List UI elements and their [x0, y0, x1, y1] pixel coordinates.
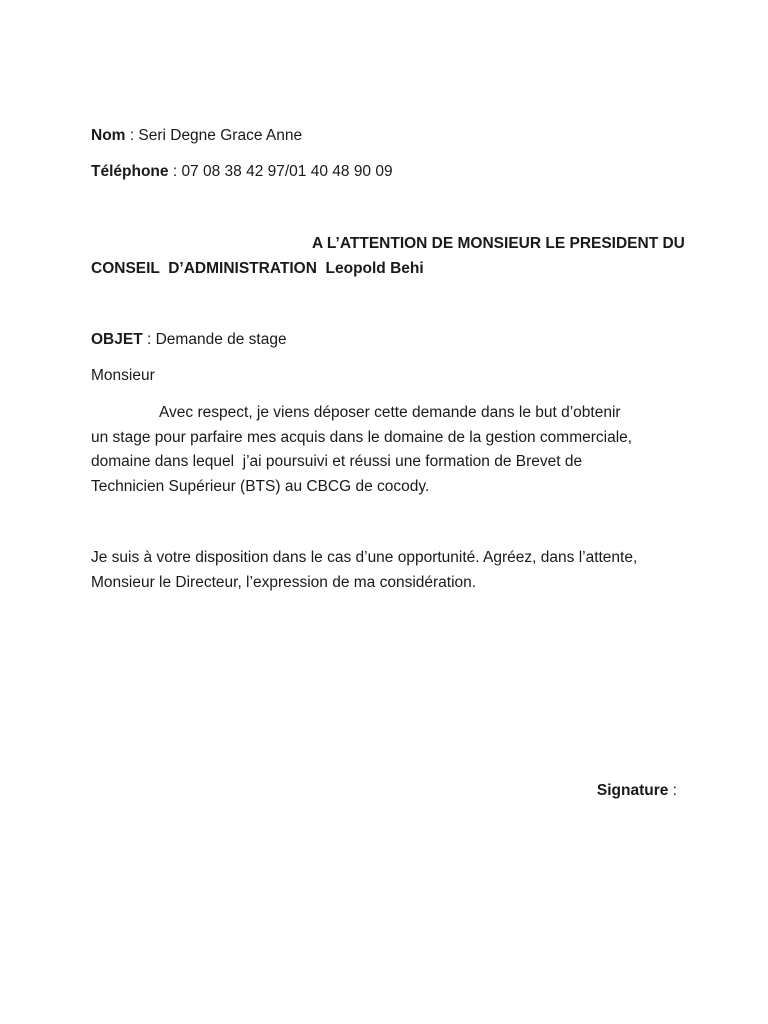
signature-line [597, 781, 677, 801]
recipient-line-1 [312, 234, 685, 254]
sender-name-line [91, 126, 302, 146]
subject-label: OBJET [91, 331, 143, 348]
body-paragraph-1 [91, 401, 691, 499]
paragraph-line: domaine dans lequel j’ai poursuivi et réussi une formation de Brevet de [91, 453, 583, 470]
subject-value: Demande de stage [155, 331, 287, 348]
subject-line [91, 330, 287, 350]
name-label: Nom [91, 127, 126, 144]
paragraph-line: Monsieur le Directeur, l’expression de ma considération. [91, 574, 477, 591]
signature-label: Signature [596, 782, 669, 799]
body-paragraph-2 [91, 545, 691, 595]
salutation: Monsieur [91, 367, 155, 384]
signature-separator: : [668, 782, 677, 799]
sender-name: Seri Degne Grace Anne [138, 127, 303, 144]
phone-separator: : [168, 163, 182, 180]
name-separator: : [125, 127, 139, 144]
recipient-text-2: CONSEIL D’ADMINISTRATION Leopold Behi [91, 260, 424, 277]
paragraph-line: Avec respect, je viens déposer cette demande dans le but d’obtenir [159, 404, 621, 421]
phone-label: Téléphone [91, 163, 169, 180]
sender-phone: 07 08 38 42 97/01 40 48 90 09 [181, 163, 393, 180]
sender-phone-line [91, 162, 393, 182]
paragraph-line: Je suis à votre disposition dans le cas d’une opportunité. Agréez, dans l’attente, [91, 549, 638, 566]
subject-separator: : [142, 331, 156, 348]
paragraph-line: Technicien Supérieur (BTS) au CBCG de cocody. [91, 477, 430, 495]
recipient-line-2 [91, 259, 424, 279]
paragraph-line: un stage pour parfaire mes acquis dans le domaine de la gestion commerciale, [91, 428, 633, 446]
recipient-text-1: A L’ATTENTION DE MONSIEUR LE PRESIDENT DU [312, 235, 685, 252]
